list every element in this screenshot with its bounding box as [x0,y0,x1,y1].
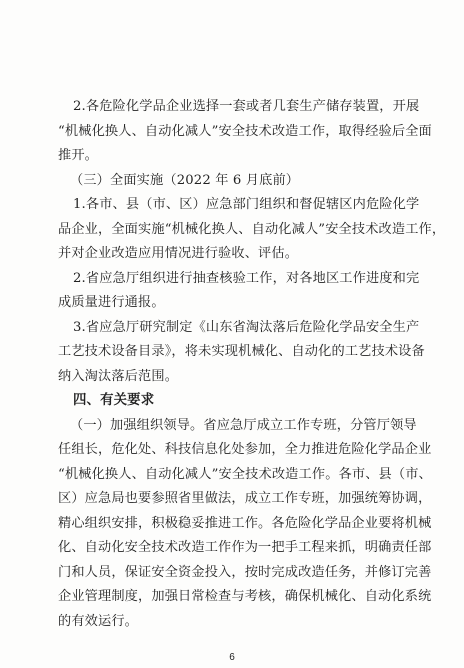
section-heading: （三）全面实施（2022 年 6 月底前） [70,173,300,188]
chapter-heading: 四、有关要求 [73,393,155,408]
text-line: （一）加强组织领导。省应急厅成立工作专班，分管厅领导 [70,418,417,433]
text-line: 2.各危险化学品企业选择一套或者几套生产储存装置，开展 [73,99,420,114]
text-line: 的有效运行。 [58,614,139,629]
text-line: 1.各市、县（市、区）应急部门组织和督促辖区内危险化学 [73,197,420,212]
text-line: 企业管理制度，加强日常检查与考核，确保机械化、自动化系统 [58,589,432,604]
text-line: 纳入淘汰落后范围。 [58,369,179,384]
text-line: 区）应急局也要参照省里做法，成立工作专班，加强统筹协调， [58,491,432,506]
text-line: “机械化换人、自动化减人”安全技术改造工作。各市、县（市、 [58,467,432,482]
text-line: 成质量进行通报。 [58,295,165,310]
text-line: 工艺技术设备目录》，将未实现机械化、自动化的工艺技术设备 [58,344,425,359]
page-number: 6 [229,652,235,663]
text-line: “机械化换人、自动化减人”安全技术改造工作，取得经验后全面 [58,124,432,139]
text-line: 品企业，全面实施“机械化换人、自动化减人”安全技术改造工作， [58,222,446,237]
text-line: 推开。 [58,148,99,163]
text-line: 3.省应急厅研究制定《山东省淘汰落后危险化学品安全生产 [73,320,420,335]
text-line: 任组长，危化处、科技信息化处参加，全力推进危险化学品企业 [58,442,432,457]
text-line: 2.省应急厅组织进行抽查核验工作，对各地区工作进度和完 [73,271,420,286]
text-line: 化、自动化安全技术改造工作作为一把手工程来抓，明确责任部 [58,540,432,555]
text-line: 并对企业改造应用情况进行验收、评估。 [58,246,299,261]
text-line: 门和人员，保证安全资金投入，按时完成改造任务，并修订完善 [58,565,432,580]
text-line: 精心组织安排，积极稳妥推进工作。各危险化学品企业要将机械 [58,516,432,531]
